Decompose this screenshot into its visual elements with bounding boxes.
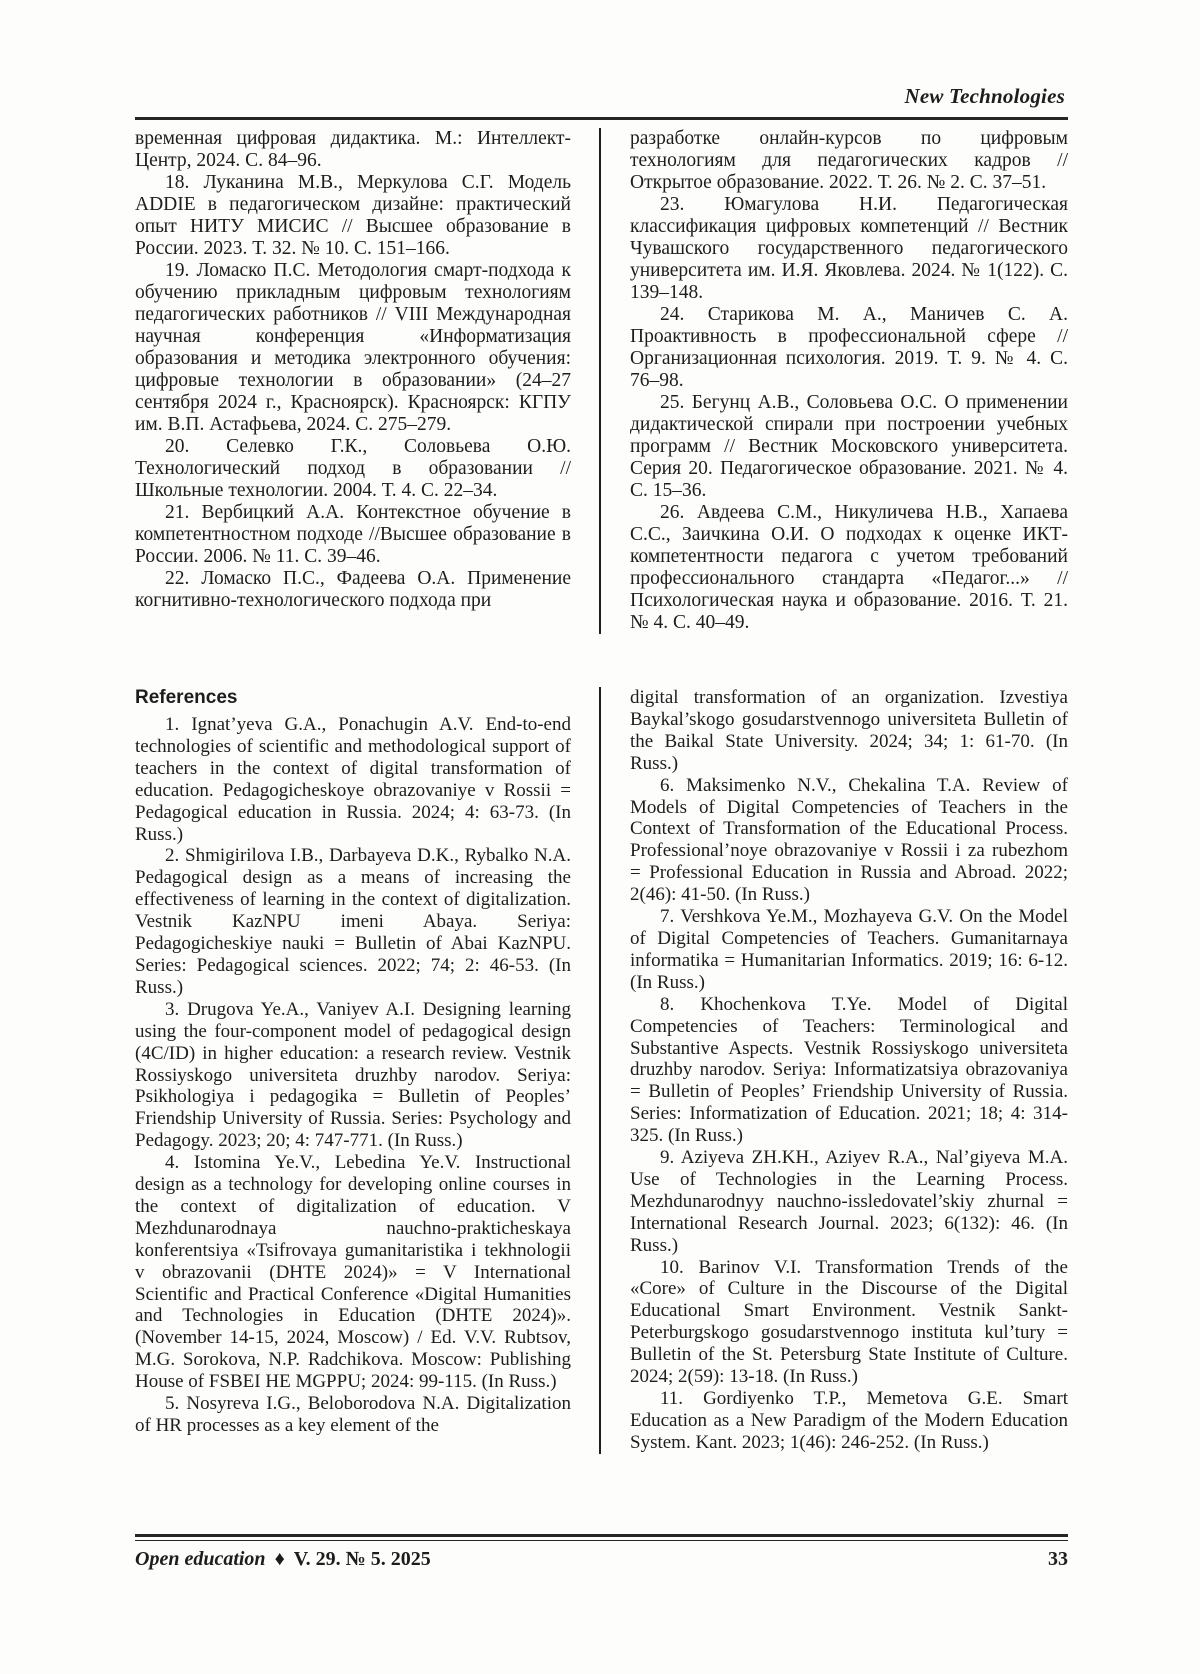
reference-entry: 21. Вербицкий А.А. Контекстное обучение в компетентностном подходе //Высшее образование в России. 2006. № 11. С. 39–46. [135, 502, 571, 567]
reference-entry: digital transformation of an organization. Izvestiya Baykal’skogo gosudarstvennogo universiteta Bulletin of the Baikal State University. 2024; 34; 1: 61-70. (In Russ.) [630, 687, 1068, 774]
column-divider [599, 128, 601, 634]
reference-entry: 9. Aziyeva ZH.KH., Aziyev R.A., Nal’giyeva M.A. Use of Technologies in the Learning Process. Mezhdunarodnyy nauchno-issledovatel’skiy zhurnal = International Research Journal. 2023; 6(132): 46. (In Russ.) [630, 1147, 1068, 1256]
references-list-left [135, 714, 571, 1437]
issue-info: V. 29. № 5. 2025 [293, 1548, 431, 1570]
reference-entry: 2. Shmigirilova I.B., Darbayeva D.K., Rybalko N.A. Pedagogical design as a means of increasing the effectiveness of learning in the context of digitalization. Vestnik KazNPU imeni Abaya. Seriya: Pedagogicheskiye nauki = Bulletin of Abai KazNPU. Series: Pedagogical sciences. 2022; 74; 2: 46-53. (In Russ.) [135, 845, 571, 998]
footer-rule [135, 1534, 1068, 1541]
references-column-right [630, 687, 1068, 1454]
reference-entry: 1. Ignat’yeva G.A., Ponachugin A.V. End-to-end technologies of scientific and methodological support of teachers in the context of digital transformation of education. Pedagogicheskoye obrazovaniye v Rossii = Pedagogical education in Russia. 2024; 4: 63-73. (In Russ.) [135, 714, 571, 845]
reference-entry: 22. Ломаско П.С., Фадеева О.А. Применение когнитивно-технологического подхода при [135, 568, 571, 611]
reference-entry: 20. Селевко Г.К., Соловьева О.Ю. Технологический подход в образовании // Школьные технологии. 2004. Т. 4. С. 22–34. [135, 436, 571, 501]
column-divider [599, 687, 601, 1454]
reference-entry: 26. Авдеева С.М., Никуличева Н.В., Хапаева С.С., Заичкина О.И. О подходах к оценке ИКТ-компетентности педагога с учетом требований профессионального стандарта «Педагог...» // Психологическая наука и образование. 2016. Т. 21. № 4. С. 40–49. [630, 502, 1068, 633]
bibliography-column-left [135, 128, 571, 634]
reference-entry: 3. Drugova Ye.A., Vaniyev A.I. Designing learning using the four-component model of pedagogical design (4C/ID) in higher education: a research review. Vestnik Rossiyskogo universiteta druzhby narodov. Seriya: Psikhologiya i pedagogika = Bulletin of Peoples’ Friendship University of Russia. Series: Psychology and Pedagogy. 2023; 20; 4: 747-771. (In Russ.) [135, 998, 571, 1152]
reference-entry: 4. Istomina Ye.V., Lebedina Ye.V. Instructional design as a technology for developing online courses in the context of digitalization of education. V Mezhdunarodnaya nauchno-prakticheskaya konferentsiya «Tsifrovaya gumanitaristika i tekhnologii v obrazovanii (DHTE 2024)» = V International Scientific and Practical Conference «Digital Humanities and Technologies in Education (DHTE 2024)». (November 14-15, 2024, Moscow) / Ed. V.V. Rubtsov, M.G. Sorokova, N.P. Radchikova. Moscow: Publishing House of FSBEI HE MGPPU; 2024: 99-115. (In Russ.) [135, 1152, 571, 1393]
reference-entry: 6. Maksimenko N.V., Chekalina T.A. Review of Models of Digital Competencies of Teachers in the Context of Transformation of the Educational Process. Professional’noye obrazovaniye v Rossii i za rubezhom = Professional Education in Russia and Abroad. 2022; 2(46): 41-50. (In Russ.) [630, 774, 1068, 906]
journal-title: Open education [135, 1548, 266, 1570]
reference-entry: разработке онлайн-курсов по цифровым технологиям для педагогических кадров // Открытое образование. 2022. Т. 26. № 2. С. 37–51. [630, 128, 1068, 193]
reference-entry: временная цифровая дидактика. М.: Интеллект-Центр, 2024. С. 84–96. [135, 128, 571, 171]
reference-entry: 24. Старикова М. А., Маничев С. А. Проактивность в профессиональной сфере // Организационная психология. 2019. Т. 9. № 4. С. 76–98. [630, 304, 1068, 391]
reference-entry: 5. Nosyreva I.G., Beloborodova N.A. Digitalization of HR processes as a key element of the [135, 1393, 571, 1436]
diamond-separator-icon: ♦ [274, 1548, 285, 1570]
reference-entry: 7. Vershkova Ye.M., Mozhayeva G.V. On the Model of Digital Competencies of Teachers. Gumanitarnaya informatika = Humanitarian Informatics. 2019; 16: 6-12. (In Russ.) [630, 906, 1068, 993]
reference-entry: 18. Луканина М.В., Меркулова С.Г. Модель ADDIE в педагогическом дизайне: практический опыт НИТУ МИСИС // Высшее образование в России. 2023. Т. 32. № 10. С. 151–166. [135, 172, 571, 259]
page-number: 33 [1048, 1548, 1068, 1570]
references-heading: References [135, 687, 238, 708]
bibliography-column-right [630, 128, 1068, 634]
references-column-left [135, 687, 571, 1454]
reference-entry: 23. Юмагулова Н.И. Педагогическая классификация цифровых компетенций // Вестник Чувашского государственного педагогического университета им. И.Я. Яковлева. 2024. № 1(122). С. 139–148. [630, 194, 1068, 303]
page-footer [135, 1548, 1068, 1571]
references-section [135, 687, 1068, 1454]
footer-journal-info [135, 1548, 431, 1571]
reference-entry: 11. Gordiyenko T.P., Memetova G.E. Smart Education as a New Paradigm of the Modern Education System. Kant. 2023; 1(46): 246-252. (In Russ.) [630, 1388, 1068, 1453]
header-rule [135, 117, 1068, 120]
russian-bibliography-section [135, 128, 1068, 634]
reference-entry: 19. Ломаско П.С. Методология смарт-подхода к обучению прикладным цифровым технологиям педагогических работников // VIII Международная научная конференция «Информатизация образования и методика электронного обучения: цифровые технологии в образовании» (24–27 сентября 2024 г., Красноярск). Красноярск: КГПУ им. В.П. Астафьева, 2024. С. 275–279. [135, 260, 571, 435]
running-header-title: New Technologies [904, 84, 1065, 108]
reference-entry: 8. Khochenkova T.Ye. Model of Digital Competencies of Teachers: Terminological and Substantive Aspects. Vestnik Rossiyskogo universiteta druzhby narodov. Seriya: Informatizatsiya obrazovaniya = Bulletin of Peoples’ Friendship University of Russia. Series: Informatization of Education. 2021; 18; 4: 314-325. (In Russ.) [630, 993, 1068, 1147]
reference-entry: 25. Бегунц А.В., Соловьева О.С. О применении дидактической спирали при построении учебных программ // Вестник Московского университета. Серия 20. Педагогическое образование. 2021. № 4. С. 15–36. [630, 392, 1068, 501]
reference-entry: 10. Barinov V.I. Transformation Trends of the «Core» of Culture in the Discourse of the Digital Educational Smart Environment. Vestnik Sankt-Peterburgskogo gosudarstvennogo instituta kul’tury = Bulletin of the St. Petersburg State Institute of Culture. 2024; 2(59): 13-18. (In Russ.) [630, 1256, 1068, 1388]
